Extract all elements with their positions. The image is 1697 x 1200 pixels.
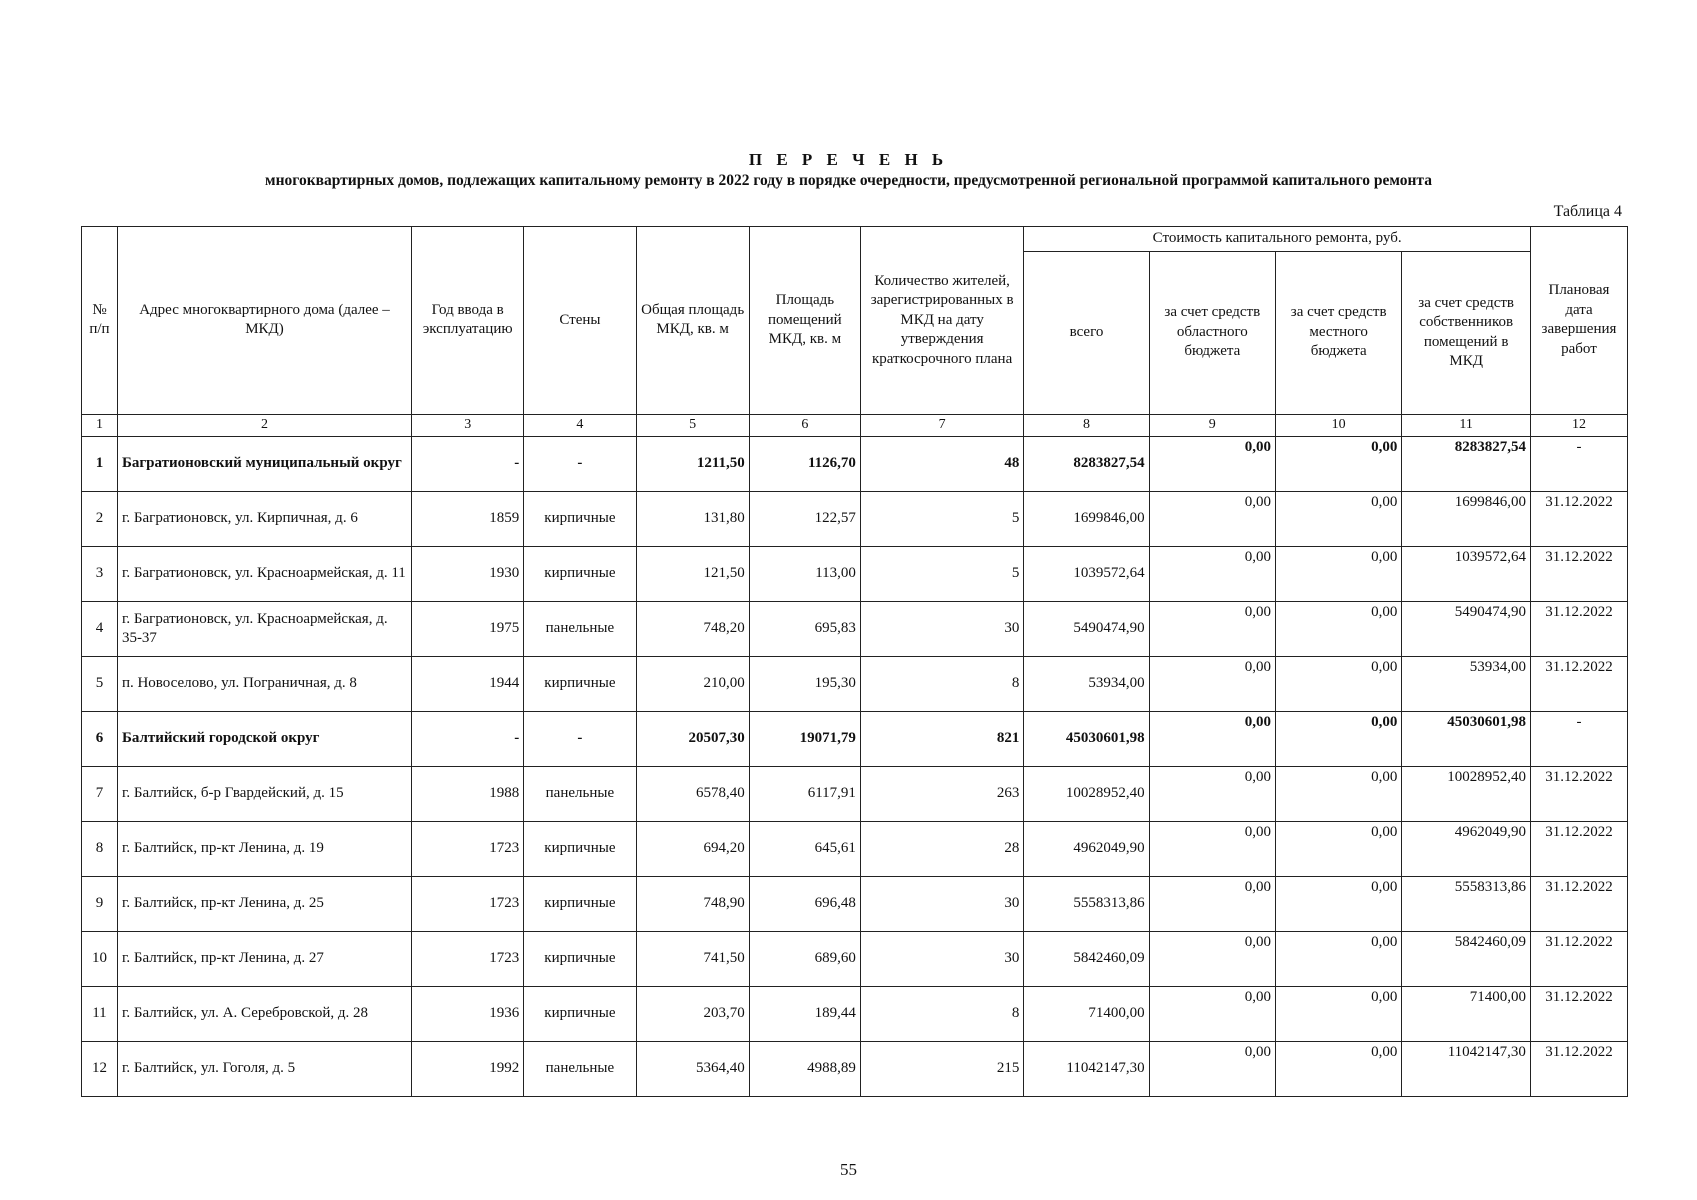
document-title: П Е Р Е Ч Е Н Ь bbox=[748, 150, 949, 169]
column-number-row bbox=[82, 414, 1628, 436]
header-residents: Количество жителей, зарегистрированных в МКД на дату утверждения краткосрочного плана bbox=[860, 227, 1023, 415]
column-number: 3 bbox=[412, 414, 524, 436]
row-number: 11 bbox=[82, 986, 118, 1041]
column-number: 9 bbox=[1149, 414, 1275, 436]
cost-owners-cell: 71400,00 bbox=[1402, 986, 1531, 1041]
cost-local-cell: 0,00 bbox=[1275, 1041, 1401, 1096]
cost-total-cell: 71400,00 bbox=[1024, 986, 1149, 1041]
row-number: 6 bbox=[82, 711, 118, 766]
residents-cell: 28 bbox=[860, 821, 1023, 876]
cost-regional-cell: 0,00 bbox=[1149, 766, 1275, 821]
cost-local-cell: 0,00 bbox=[1275, 931, 1401, 986]
cost-local-cell: 0,00 bbox=[1275, 656, 1401, 711]
cost-owners-cell: 5558313,86 bbox=[1402, 876, 1531, 931]
header-rooms-area: Площадь помещений МКД, кв. м bbox=[749, 227, 860, 415]
cost-regional-cell: 0,00 bbox=[1149, 986, 1275, 1041]
total-area-cell: 748,20 bbox=[636, 601, 749, 656]
header-completion: Плановая дата завершения работ bbox=[1530, 227, 1627, 415]
walls-cell: кирпичные bbox=[524, 931, 636, 986]
document-subtitle: многоквартирных домов, подлежащих капитальному ремонту в 2022 году в порядке очередности, предусмотренной региональной программой капитального ремонта bbox=[265, 172, 1432, 189]
cost-total-cell: 5558313,86 bbox=[1024, 876, 1149, 931]
walls-cell: панельные bbox=[524, 1041, 636, 1096]
completion-date-cell: 31.12.2022 bbox=[1530, 876, 1627, 931]
cost-total-cell: 11042147,30 bbox=[1024, 1041, 1149, 1096]
cost-total-cell: 1039572,64 bbox=[1024, 546, 1149, 601]
total-area-cell: 131,80 bbox=[636, 491, 749, 546]
cost-owners-cell: 11042147,30 bbox=[1402, 1041, 1531, 1096]
total-area-cell: 741,50 bbox=[636, 931, 749, 986]
table-row bbox=[82, 546, 1628, 601]
column-number: 10 bbox=[1275, 414, 1401, 436]
rooms-area-cell: 695,83 bbox=[749, 601, 860, 656]
completion-date-cell: 31.12.2022 bbox=[1530, 656, 1627, 711]
cost-local-cell: 0,00 bbox=[1275, 711, 1401, 766]
cost-owners-cell: 1699846,00 bbox=[1402, 491, 1531, 546]
table-label: Таблица 4 bbox=[1553, 203, 1622, 220]
header-address: Адрес многоквартирного дома (далее – МКД) bbox=[117, 227, 411, 415]
rooms-area-cell: 4988,89 bbox=[749, 1041, 860, 1096]
row-number: 12 bbox=[82, 1041, 118, 1096]
completion-date-cell: 31.12.2022 bbox=[1530, 546, 1627, 601]
completion-date-cell: 31.12.2022 bbox=[1530, 601, 1627, 656]
residents-cell: 30 bbox=[860, 931, 1023, 986]
year-cell: 1988 bbox=[412, 766, 524, 821]
row-number: 3 bbox=[82, 546, 118, 601]
residents-cell: 30 bbox=[860, 601, 1023, 656]
column-number: 5 bbox=[636, 414, 749, 436]
year-cell: 1975 bbox=[412, 601, 524, 656]
repair-list-table bbox=[81, 226, 1628, 1097]
column-number: 11 bbox=[1402, 414, 1531, 436]
total-area-cell: 1211,50 bbox=[636, 436, 749, 491]
table-row bbox=[82, 1041, 1628, 1096]
cost-owners-cell: 1039572,64 bbox=[1402, 546, 1531, 601]
residents-cell: 263 bbox=[860, 766, 1023, 821]
year-cell: 1936 bbox=[412, 986, 524, 1041]
walls-cell: кирпичные bbox=[524, 821, 636, 876]
cost-regional-cell: 0,00 bbox=[1149, 656, 1275, 711]
cost-owners-cell: 53934,00 bbox=[1402, 656, 1531, 711]
address-cell: г. Балтийск, б-р Гвардейский, д. 15 bbox=[117, 766, 411, 821]
cost-local-cell: 0,00 bbox=[1275, 876, 1401, 931]
walls-cell: панельные bbox=[524, 766, 636, 821]
cost-owners-cell: 5490474,90 bbox=[1402, 601, 1531, 656]
row-number: 8 bbox=[82, 821, 118, 876]
year-cell: - bbox=[412, 711, 524, 766]
address-cell: г. Балтийск, пр-кт Ленина, д. 19 bbox=[117, 821, 411, 876]
row-number: 7 bbox=[82, 766, 118, 821]
cost-regional-cell: 0,00 bbox=[1149, 546, 1275, 601]
total-area-cell: 203,70 bbox=[636, 986, 749, 1041]
cost-owners-cell: 4962049,90 bbox=[1402, 821, 1531, 876]
table-row bbox=[82, 766, 1628, 821]
table-row bbox=[82, 986, 1628, 1041]
cost-owners-cell: 8283827,54 bbox=[1402, 436, 1531, 491]
walls-cell: кирпичные bbox=[524, 656, 636, 711]
cost-owners-cell: 45030601,98 bbox=[1402, 711, 1531, 766]
cost-regional-cell: 0,00 bbox=[1149, 931, 1275, 986]
column-number: 12 bbox=[1530, 414, 1627, 436]
cost-regional-cell: 0,00 bbox=[1149, 711, 1275, 766]
table-row bbox=[82, 491, 1628, 546]
cost-regional-cell: 0,00 bbox=[1149, 821, 1275, 876]
rooms-area-cell: 195,30 bbox=[749, 656, 860, 711]
completion-date-cell: - bbox=[1530, 436, 1627, 491]
column-number: 4 bbox=[524, 414, 636, 436]
cost-total-cell: 1699846,00 bbox=[1024, 491, 1149, 546]
cost-total-cell: 5842460,09 bbox=[1024, 931, 1149, 986]
walls-cell: - bbox=[524, 436, 636, 491]
header-num: № п/п bbox=[82, 227, 118, 415]
cost-total-cell: 8283827,54 bbox=[1024, 436, 1149, 491]
rooms-area-cell: 1126,70 bbox=[749, 436, 860, 491]
cost-total-cell: 4962049,90 bbox=[1024, 821, 1149, 876]
residents-cell: 5 bbox=[860, 546, 1023, 601]
address-cell: г. Балтийск, ул. Гоголя, д. 5 bbox=[117, 1041, 411, 1096]
walls-cell: кирпичные bbox=[524, 876, 636, 931]
rooms-area-cell: 6117,91 bbox=[749, 766, 860, 821]
cost-total-cell: 10028952,40 bbox=[1024, 766, 1149, 821]
total-area-cell: 210,00 bbox=[636, 656, 749, 711]
cost-local-cell: 0,00 bbox=[1275, 491, 1401, 546]
residents-cell: 5 bbox=[860, 491, 1023, 546]
residents-cell: 8 bbox=[860, 656, 1023, 711]
total-area-cell: 694,20 bbox=[636, 821, 749, 876]
walls-cell: кирпичные bbox=[524, 986, 636, 1041]
address-cell: г. Балтийск, ул. А. Серебровской, д. 28 bbox=[117, 986, 411, 1041]
row-number: 1 bbox=[82, 436, 118, 491]
address-cell: г. Багратионовск, ул. Красноармейская, д. 11 bbox=[117, 546, 411, 601]
total-area-cell: 748,90 bbox=[636, 876, 749, 931]
page-number: 55 bbox=[840, 1160, 857, 1179]
cost-local-cell: 0,00 bbox=[1275, 986, 1401, 1041]
table-row bbox=[82, 821, 1628, 876]
rooms-area-cell: 113,00 bbox=[749, 546, 860, 601]
header-cost-owners: за счет средств собственников помещений в МКД bbox=[1402, 251, 1531, 414]
completion-date-cell: 31.12.2022 bbox=[1530, 931, 1627, 986]
year-cell: 1930 bbox=[412, 546, 524, 601]
address-cell: п. Новоселово, ул. Пограничная, д. 8 bbox=[117, 656, 411, 711]
cost-regional-cell: 0,00 bbox=[1149, 1041, 1275, 1096]
rooms-area-cell: 189,44 bbox=[749, 986, 860, 1041]
cost-owners-cell: 5842460,09 bbox=[1402, 931, 1531, 986]
header-walls: Стены bbox=[524, 227, 636, 415]
completion-date-cell: 31.12.2022 bbox=[1530, 766, 1627, 821]
walls-cell: кирпичные bbox=[524, 546, 636, 601]
year-cell: 1944 bbox=[412, 656, 524, 711]
walls-cell: кирпичные bbox=[524, 491, 636, 546]
column-number: 8 bbox=[1024, 414, 1149, 436]
cost-local-cell: 0,00 bbox=[1275, 821, 1401, 876]
residents-cell: 8 bbox=[860, 986, 1023, 1041]
year-cell: 1859 bbox=[412, 491, 524, 546]
residents-cell: 48 bbox=[860, 436, 1023, 491]
header-cost-local: за счет средств местного бюджета bbox=[1275, 251, 1401, 414]
column-number: 2 bbox=[117, 414, 411, 436]
cost-owners-cell: 10028952,40 bbox=[1402, 766, 1531, 821]
year-cell: 1723 bbox=[412, 821, 524, 876]
column-number: 1 bbox=[82, 414, 118, 436]
year-cell: 1723 bbox=[412, 876, 524, 931]
header-cost-regional: за счет средств областного бюджета bbox=[1149, 251, 1275, 414]
completion-date-cell: 31.12.2022 bbox=[1530, 491, 1627, 546]
rooms-area-cell: 122,57 bbox=[749, 491, 860, 546]
table-row bbox=[82, 601, 1628, 656]
header-total-area: Общая площадь МКД, кв. м bbox=[636, 227, 749, 415]
total-area-cell: 121,50 bbox=[636, 546, 749, 601]
cost-total-cell: 53934,00 bbox=[1024, 656, 1149, 711]
cost-total-cell: 5490474,90 bbox=[1024, 601, 1149, 656]
cost-local-cell: 0,00 bbox=[1275, 601, 1401, 656]
total-area-cell: 5364,40 bbox=[636, 1041, 749, 1096]
completion-date-cell: 31.12.2022 bbox=[1530, 986, 1627, 1041]
table-row bbox=[82, 876, 1628, 931]
row-number: 5 bbox=[82, 656, 118, 711]
row-number: 2 bbox=[82, 491, 118, 546]
cost-local-cell: 0,00 bbox=[1275, 436, 1401, 491]
year-cell: 1723 bbox=[412, 931, 524, 986]
header-cost-total: всего bbox=[1024, 251, 1149, 414]
residents-cell: 215 bbox=[860, 1041, 1023, 1096]
address-cell: г. Багратионовск, ул. Кирпичная, д. 6 bbox=[117, 491, 411, 546]
year-cell: - bbox=[412, 436, 524, 491]
column-number: 7 bbox=[860, 414, 1023, 436]
row-number: 10 bbox=[82, 931, 118, 986]
walls-cell: панельные bbox=[524, 601, 636, 656]
year-cell: 1992 bbox=[412, 1041, 524, 1096]
column-number: 6 bbox=[749, 414, 860, 436]
row-number: 9 bbox=[82, 876, 118, 931]
address-cell: Балтийский городской округ bbox=[117, 711, 411, 766]
total-area-cell: 6578,40 bbox=[636, 766, 749, 821]
header-year: Год ввода в эксплуатацию bbox=[412, 227, 524, 415]
address-cell: г. Балтийск, пр-кт Ленина, д. 25 bbox=[117, 876, 411, 931]
residents-cell: 821 bbox=[860, 711, 1023, 766]
cost-regional-cell: 0,00 bbox=[1149, 876, 1275, 931]
address-cell: Багратионовский муниципальный округ bbox=[117, 436, 411, 491]
completion-date-cell: - bbox=[1530, 711, 1627, 766]
cost-local-cell: 0,00 bbox=[1275, 546, 1401, 601]
table-row bbox=[82, 436, 1628, 491]
address-cell: г. Балтийск, пр-кт Ленина, д. 27 bbox=[117, 931, 411, 986]
row-number: 4 bbox=[82, 601, 118, 656]
cost-local-cell: 0,00 bbox=[1275, 766, 1401, 821]
cost-regional-cell: 0,00 bbox=[1149, 601, 1275, 656]
table-row bbox=[82, 656, 1628, 711]
rooms-area-cell: 689,60 bbox=[749, 931, 860, 986]
table-row bbox=[82, 931, 1628, 986]
rooms-area-cell: 19071,79 bbox=[749, 711, 860, 766]
address-cell: г. Багратионовск, ул. Красноармейская, д. 35-37 bbox=[117, 601, 411, 656]
cost-regional-cell: 0,00 bbox=[1149, 436, 1275, 491]
total-area-cell: 20507,30 bbox=[636, 711, 749, 766]
completion-date-cell: 31.12.2022 bbox=[1530, 1041, 1627, 1096]
cost-total-cell: 45030601,98 bbox=[1024, 711, 1149, 766]
cost-regional-cell: 0,00 bbox=[1149, 491, 1275, 546]
completion-date-cell: 31.12.2022 bbox=[1530, 821, 1627, 876]
header-cost-group: Стоимость капитального ремонта, руб. bbox=[1024, 227, 1531, 252]
rooms-area-cell: 645,61 bbox=[749, 821, 860, 876]
walls-cell: - bbox=[524, 711, 636, 766]
table-row bbox=[82, 711, 1628, 766]
rooms-area-cell: 696,48 bbox=[749, 876, 860, 931]
residents-cell: 30 bbox=[860, 876, 1023, 931]
